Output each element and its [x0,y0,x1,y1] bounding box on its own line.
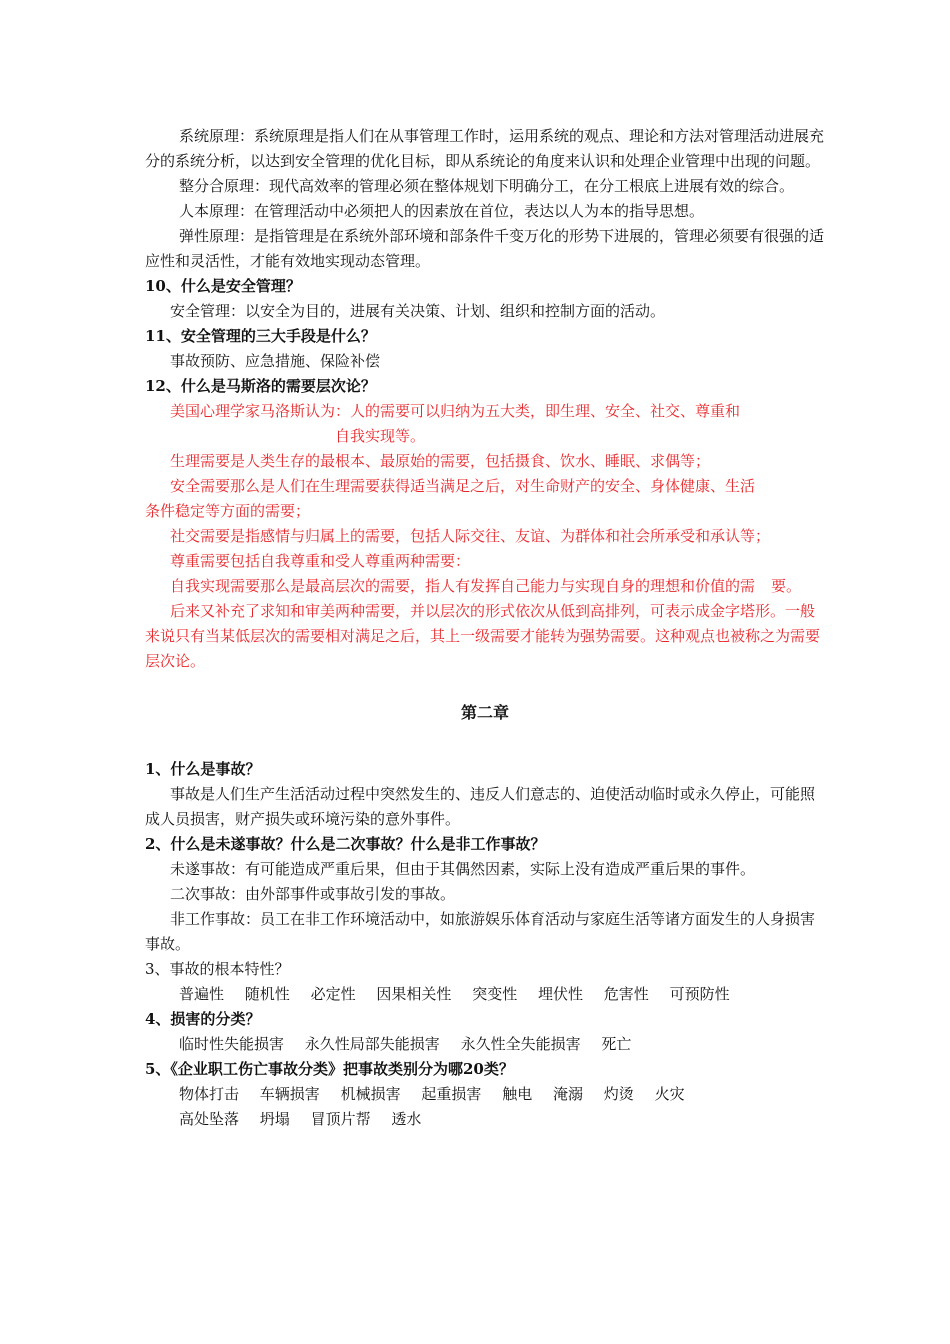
accident-type-item: 高处坠落 [179,1110,240,1128]
document-page [145,124,825,1132]
secondary-accident-def: 二次事故：由外部事件或事故引发的事故。 [170,885,456,903]
accident-type-item: 机械损害 [340,1085,401,1103]
characteristic-item: 随机性 [244,985,290,1003]
accident-type-item: 车辆损害 [259,1085,320,1103]
accident-types-row-2 [145,1107,825,1132]
chapter2-question-4: 4、损害的分类？ [145,1010,261,1028]
accident-types-row-1 [145,1082,825,1107]
characteristic-item: 突变性 [472,985,518,1003]
accident-type-item: 起重损害 [421,1085,482,1103]
chapter2-answer-1: 事故是人们生产生活活动过程中突然发生的、违反人们意志的、迫使活动临时或永久停止，可能照成人员损害，财产损失或环境污染的意外事件。 [145,785,816,828]
damage-item: 永久性局部失能损害 [304,1035,440,1053]
characteristic-item: 必定性 [310,985,356,1003]
question-10: 10、什么是安全管理？ [145,277,301,295]
characteristic-item: 普遍性 [179,985,225,1003]
characteristic-item: 危害性 [603,985,649,1003]
integration-principle-para: 整分合原理：现代高效率的管理必须在整体规划下明确分工，在分工根底上进展有效的综合。 [179,177,795,195]
answer-10: 安全管理：以安全为目的，进展有关决策、计划、组织和控制方面的活动。 [170,302,666,320]
esteem-need: 尊重需要包括自我尊重和受人尊重两种需要： [170,552,471,570]
non-work-accident-def: 非工作事故：员工在非工作环境活动中，如旅游娱乐体育活动与家庭生活等诸方面发生的人身损害事故。 [145,910,816,953]
safety-need-b: 条件稳定等方面的需要； [145,502,311,520]
maslow-intro [145,399,825,449]
characteristic-item: 因果相关性 [376,985,452,1003]
self-actualization-b: 要。 [771,577,802,595]
answer-11: 事故预防、应急措施、保险补偿 [170,352,381,370]
accident-type-item: 坍塌 [259,1110,290,1128]
accident-type-item: 灼烫 [603,1085,634,1103]
maslow-intro-b: 自我实现等。 [335,427,426,445]
system-principle-para: 系统原理：系统原理是指人们在从事管理工作时，运用系统的观点、理论和方法对管理活动进展充分的系统分析，以达到安全管理的优化目标，即从系统论的角度来认识和处理企业管理中出现的问题。 [145,127,825,170]
damage-categories [145,1032,825,1057]
safety-need [145,474,825,524]
accident-characteristics [145,982,825,1007]
accident-type-item: 触电 [502,1085,533,1103]
hierarchy-summary: 后来又补充了求知和审美两种需要，并以层次的形式依次从低到高排列，可表示成金字塔形。一般来说只有当某低层次的需要相对满足之后，其上一级需要才能转为强势需要。这种观点也被称之为需要层次论。 [145,602,821,670]
question-12: 12、什么是马斯洛的需要层次论？ [145,377,376,395]
self-actualization-need [145,574,825,599]
characteristic-item: 埋伏性 [537,985,583,1003]
damage-item: 永久性全失能损害 [460,1035,581,1053]
accident-type-item: 淹溺 [552,1085,583,1103]
physiological-need: 生理需要是人类生存的最根本、最原始的需要，包括摄食、饮水、睡眠、求偶等； [170,452,711,470]
damage-item: 临时性失能损害 [179,1035,285,1053]
chapter2-question-3: 3、事故的根本特性？ [145,960,290,978]
chapter-title: 第二章 [460,703,509,722]
social-need: 社交需要是指感情与归属上的需要，包括人际交往、友谊、为群体和社会所承受和承认等； [170,527,771,545]
elastic-principle-para: 弹性原理：是指管理是在系统外部环境和部条件千变万化的形势下进展的，管理必须要有很强的适应性和灵活性，才能有效地实现动态管理。 [145,227,825,270]
chapter2-question-2: 2、什么是未遂事故？什么是二次事故？什么是非工作事故？ [145,835,546,853]
accident-type-item: 透水 [391,1110,422,1128]
chapter2-question-1: 1、什么是事故？ [145,760,261,778]
safety-need-a: 安全需要那么是人们在生理需要获得适当满足之后，对生命财产的安全、身体健康、生活 [170,477,756,495]
question-11: 11、安全管理的三大手段是什么？ [145,327,376,345]
accident-type-item: 物体打击 [179,1085,240,1103]
damage-item: 死亡 [601,1035,632,1053]
accident-type-item: 冒顶片帮 [310,1110,371,1128]
chapter2-question-5: 5、《企业职工伤亡事故分类》把事故类别分为哪20类？ [145,1060,514,1078]
characteristic-item: 可预防性 [669,985,730,1003]
accident-type-item: 火灾 [654,1085,685,1103]
maslow-intro-a: 美国心理学家马洛斯认为：人的需要可以归纳为五大类，即生理、安全、社交、尊重和 [170,402,741,420]
attempted-accident-def: 未遂事故：有可能造成严重后果，但由于其偶然因素，实际上没有造成严重后果的事件。 [170,860,756,878]
self-actualization-a: 自我实现需要那么是最高层次的需要，指人有发挥自己能力与实现自身的理想和价值的需 [170,577,756,595]
human-principle-para: 人本原理：在管理活动中必须把人的因素放在首位，表达以人为本的指导思想。 [179,202,705,220]
